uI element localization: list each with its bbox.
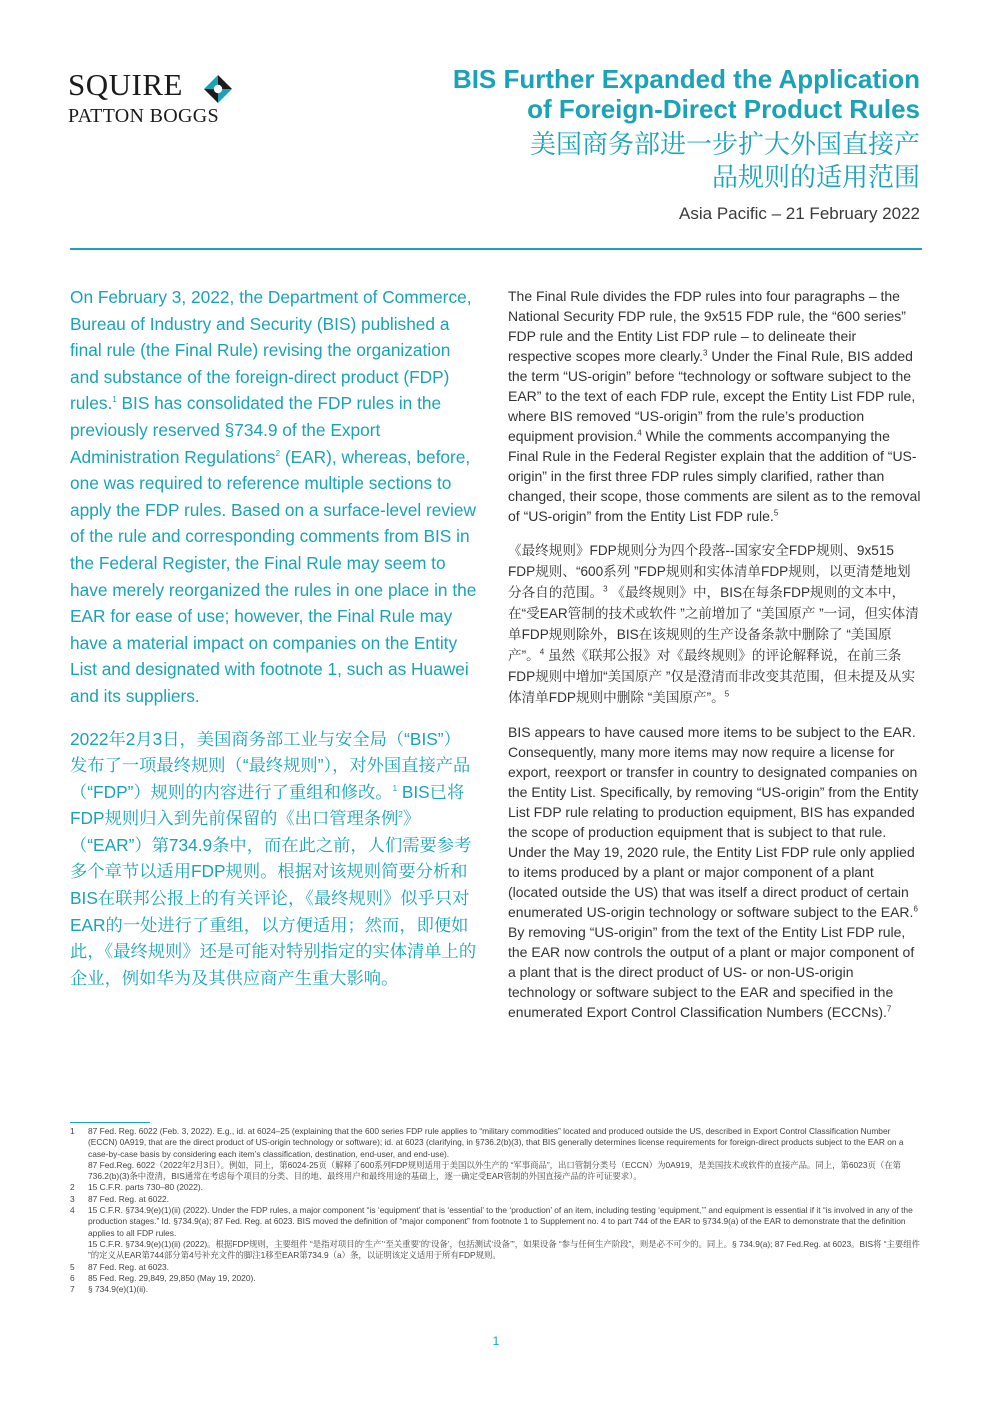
footnote-text: 85 Fed. Reg. 29,849, 29,850 (May 19, 2020). bbox=[88, 1272, 256, 1283]
body-paragraph-3 bbox=[508, 722, 922, 1022]
body-paragraph-1 bbox=[508, 286, 922, 526]
body-column bbox=[508, 286, 922, 1036]
footnote-ref-5: 5 bbox=[724, 689, 730, 699]
footnote-text: 87 Fed. Reg. 6022 (Feb. 3, 2022). E.g., id. at 6024–25 (explaining that the 600 series FDP rule applies to “military commodities” located and produced outside the US, described in Export Control Classification Number (ECCN) 0A919, that are the direct product of US-origin technology or software); id. at 6023 (clarifying, in §736.2(b)(3), that BIS generally determines license requirements for foreign-direct products subject to the EAR on a case-by-case basis by considering each item’s classification, destination, end-user, and end-use). bbox=[88, 1126, 904, 1159]
company-logo bbox=[68, 68, 248, 130]
footnote bbox=[70, 1160, 922, 1183]
squire-diamond-icon bbox=[202, 74, 234, 104]
title-en-line-1: BIS Further Expanded the Application bbox=[452, 64, 920, 94]
footnote-ref-3: 3 bbox=[703, 348, 708, 358]
footnote-ref-4: 4 bbox=[637, 428, 642, 438]
p1-part-c: While the comments accompanying the Final Rule in the Federal Register explain that the addition of “US-origin” in the first three FDP rules simply clarified, rather than changed, their scope, those comments are silent as to the removal of “US-origin” from the Entity List FDP rule. bbox=[508, 428, 921, 524]
p1-part-b: Under the Final Rule, BIS added the term “US-origin” before “technology or software subject to the EAR” to the text of each FDP rule, except the Entity List FDP rule, where BIS removed “US-origin” from the rule’s production equipment provision. bbox=[508, 348, 916, 444]
footnote-number: 1 bbox=[70, 1126, 75, 1136]
p2-part-c: 虽然《联邦公报》对《最终规则》的评论解释说，在前三条FDP规则中增加“美国原产 ”仅是澄清而非改变其范围，但未提及从实体清单FDP规则中删除 “美国原产”。 bbox=[508, 648, 916, 705]
intro-paragraph-zh bbox=[70, 726, 478, 992]
footnote-number bbox=[70, 1160, 88, 1183]
footnote bbox=[70, 1273, 922, 1284]
logo-line-1: SQUIRE bbox=[68, 67, 183, 102]
footnote-number: 2 bbox=[70, 1182, 75, 1193]
page-number: 1 bbox=[492, 1334, 500, 1348]
intro-en-part-c: (EAR), whereas, before, one was required to reference multiple sections to apply the FDP rules. Based on a surface-level review of the rule and corresponding comments from BIS in the Federal Register, the Final Rule may seem to have merely reorganized the rules in one place in the EAR for ease of use; however, the Final Rule may have a material impact on companies on the Entity List and designated with footnote 1, such as Huawei and its suppliers. bbox=[70, 446, 477, 706]
intro-en-part-b: BIS has consolidated the FDP rules in the previously reserved §734.9 of the Export Administration Regulations bbox=[70, 393, 442, 467]
footnote bbox=[70, 1182, 922, 1193]
footnote-text: 15 C.F.R. parts 730–80 (2022). bbox=[88, 1182, 203, 1193]
footnote-ref-5: 5 bbox=[773, 508, 779, 518]
header-divider bbox=[70, 248, 922, 250]
document-title-en bbox=[360, 64, 920, 124]
region-date: Asia Pacific – 21 February 2022 bbox=[679, 204, 920, 223]
footnote-number: 3 bbox=[70, 1193, 75, 1204]
footnote-ref-2: 2 bbox=[398, 810, 403, 820]
logo-line-2: PATTON BOGGS bbox=[68, 105, 219, 127]
footnote-ref-7: 7 bbox=[886, 1004, 892, 1014]
footnote-ref-1: 1 bbox=[112, 395, 117, 405]
p3-part-a: BIS appears to have caused more items to be subject to the EAR. Consequently, many more items may now require a license for export, reexport or transfer in country to designated companies on the Entity List. Specifically, by removing “US-origin” from the Entity List FDP rule relating to production equipment, BIS has expanded the scope of production equipment that is subject to that rule. Under the May 19, 2020 rule, the Entity List FDP rule only applied to items produced by a plant or major component of a plant (located outside the US) that was itself a direct product of certain enumerated US-origin technology or software subject to the EAR. bbox=[508, 724, 919, 920]
footnote-number: 7 bbox=[70, 1284, 75, 1295]
footnote bbox=[70, 1284, 922, 1295]
p2-part-a: 《最终规则》FDP规则分为四个段落--国家安全FDP规则、9x515 FDP规则、“600系列 ”FDP规则和实体清单FDP规则，以更清楚地划分各自的范围。 bbox=[508, 543, 911, 600]
footnote-text: § 734.9(e)(1)(ii). bbox=[88, 1284, 149, 1295]
footnote-number: 5 bbox=[70, 1261, 75, 1272]
footnote bbox=[70, 1194, 922, 1205]
footnote-divider bbox=[70, 1122, 150, 1123]
intro-paragraph-en bbox=[70, 284, 478, 710]
footnote-text: 15 C.F.R. §734.9(e)(1)(ii) (2022)。根据FDP规则，主要组件 “是指对项目的‘生产’‘至关重要’的‘设备’，包括测试‘设备’”，如果设备 “参与任何生产阶段”，则是必不可少的。同上。§ 734.9(a); 87 Fed.Reg. at 6023。BIS将 “主要组件 ”的定义从EAR第744部分第4号补充文件的脚注1移至EAR第734.9（a）条，以证明该定义适用于所有FDP规则。 bbox=[88, 1238, 921, 1261]
p2-part-b: 《最终规则》中，BIS在每条FDP规则的文本中，在“受EAR管制的技术或软件 ”之前增加了 “美国原产 ”一词，但实体清单FDP规则除外，BIS在该规则的生产设备条款中删除了 “美国原产”。 bbox=[508, 585, 919, 663]
footnote-ref-2: 2 bbox=[275, 448, 281, 458]
footnote-ref-4: 4 bbox=[539, 647, 545, 657]
footnote-text: 15 C.F.R. §734.9(e)(1)(ii) (2022). Under the FDP rules, a major component “is ‘equipment’ that is ‘essential’ to the ‘production’ of an item, including testing ‘equipment,’” and equipment is essential if it “is involved in any of the production stages.” Id. §734.9(a); 87 Fed. Reg. at 6023. BIS moved the definition of “major component” from footnote 1 to Supplement no. 4 to part 744 of the EAR to §734.9(a) of the EAR to demonstrate that the definition applies to all FDP rules. bbox=[88, 1205, 913, 1238]
title-zh-line-1: 美国商务部进一步扩大外国直接产 bbox=[529, 129, 920, 159]
document-title-zh bbox=[360, 128, 920, 194]
footnote-ref-3: 3 bbox=[603, 584, 608, 594]
footnote-text: 87 Fed. Reg. at 6022. bbox=[88, 1193, 170, 1204]
intro-en-part-a: On February 3, 2022, the Department of Commerce, Bureau of Industry and Security (BIS) published a final rule (the Final Rule) revising the organization and substance of the foreign-direct product (FDP) rules. bbox=[70, 287, 472, 414]
p1-part-a: The Final Rule divides the FDP rules into four paragraphs – the National Security FDP rule, the 9x515 FDP rule, the “600 series” FDP rule and the Entity List FDP rule – to delineate their respective scopes more clearly. bbox=[508, 288, 906, 364]
footnote-ref-6: 6 bbox=[913, 904, 918, 914]
title-block bbox=[360, 64, 920, 224]
footnote-number: 6 bbox=[70, 1272, 75, 1283]
intro-zh-part-b: BIS已将FDP规则归入到先前保留的《出口管理条例 bbox=[70, 781, 465, 829]
footnote-ref-1: 1 bbox=[392, 783, 398, 793]
intro-zh-part-c: 》（“EAR”）第734.9条中，而在此之前，人们需要参考多个章节以适用FDP规则。根据对该规则简要分析和BIS在联邦公报上的有关评论，《最终规则》似乎只对EAR的一处进行了重组，以方便适用；然而，即便如此，《最终规则》还是可能对特别指定的实体清单上的企业，例如华为及其供应商产生重大影响。 bbox=[70, 808, 477, 988]
title-zh-line-2: 品规则的适用范围 bbox=[711, 162, 920, 192]
title-en-line-2: of Foreign-Direct Product Rules bbox=[527, 94, 920, 124]
footnote bbox=[70, 1239, 922, 1262]
footnote-text: 87 Fed.Reg. 6022（2022年2月3日）。例如，同上，第6024-25页（解释了600系列FDP规则适用于美国以外生产的 “军事商品”，出口管制分类号（ECCN）为0A919，是美国技术或软件的直接产品。同上，第6023页（在第736.2(b)(3)条中澄清，BIS通常在考虑每个项目的分类、目的地、最终用户和最终用途的基础上，逐一确定受EAR管制的外国直接产品的许可证要求）。 bbox=[88, 1159, 901, 1182]
body-paragraph-2-zh bbox=[508, 540, 922, 708]
footnote-number: 4 bbox=[70, 1205, 75, 1216]
intro-zh-part-a: 2022年2月3日，美国商务部工业与安全局（“BIS”）发布了一项最终规则（“最终规则”），对外国直接产品（“FDP”）规则的内容进行了重组和修改。 bbox=[70, 728, 471, 802]
footnote-text: 87 Fed. Reg. at 6023. bbox=[88, 1261, 170, 1272]
footnote bbox=[70, 1262, 922, 1273]
footnotes bbox=[70, 1126, 922, 1295]
intro-column bbox=[70, 284, 478, 991]
footnote-number bbox=[70, 1239, 88, 1262]
footnote bbox=[70, 1126, 922, 1160]
footnote bbox=[70, 1205, 922, 1239]
p3-part-b: By removing “US-origin” from the text of the Entity List FDP rule, the EAR now controls the output of a plant or major component of a plant that is the direct product of US- or non-US-origin technology or software subject to the EAR and specified in the enumerated Export Control Classification Numbers (ECCNs). bbox=[508, 924, 915, 1020]
